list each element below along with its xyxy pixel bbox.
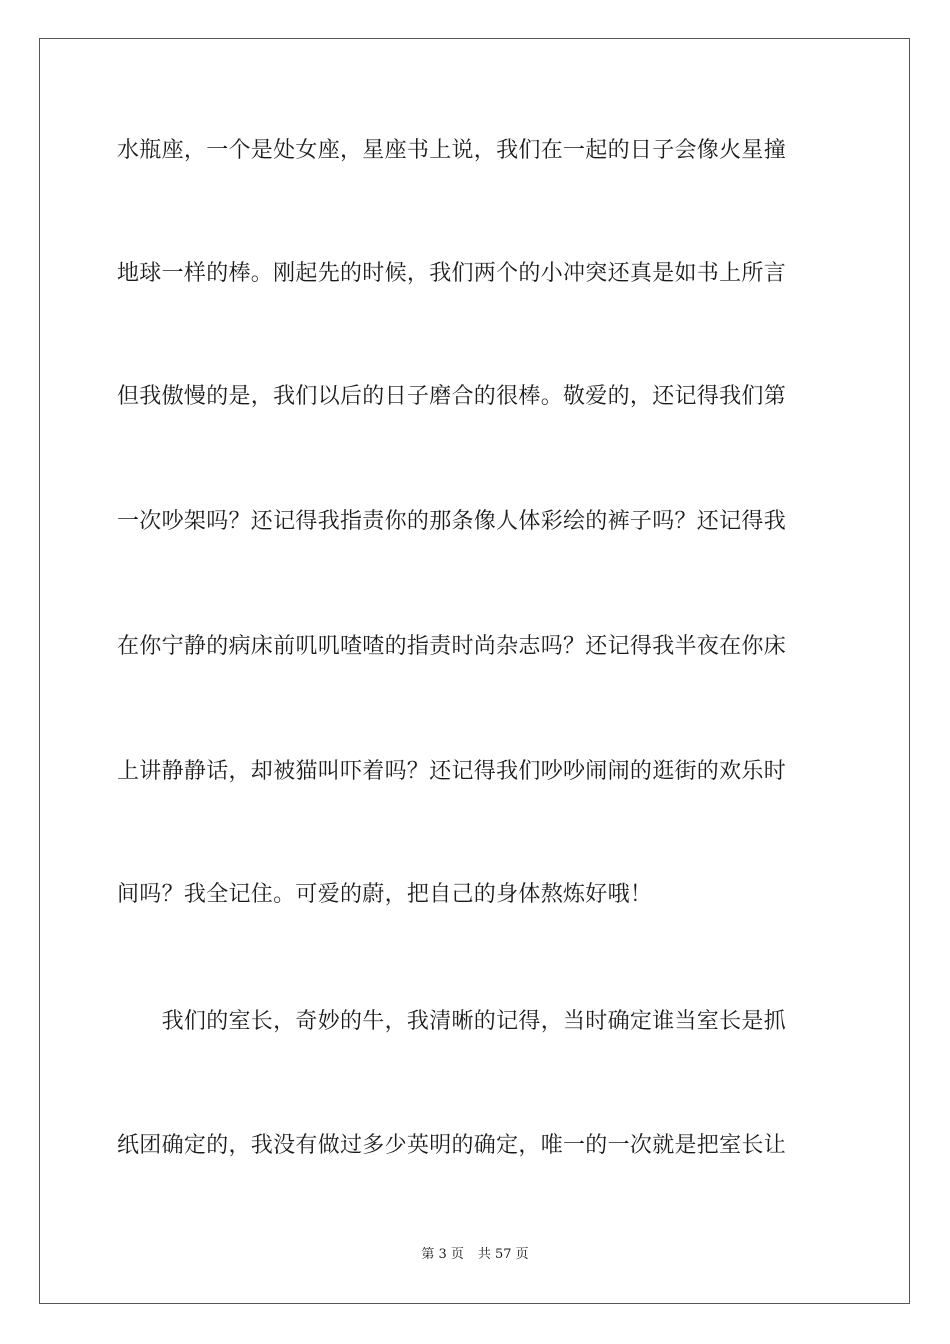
body-text-line: 但我傲慢的是，我们以后的日子磨合的很棒。敬爱的，还记得我们第 [117,384,787,409]
body-text-line: 我们的室长，奇妙的牛，我清晰的记得，当时确定谁当室长是抓 [117,1009,787,1034]
body-text-line: 一次吵架吗？还记得我指责你的那条像人体彩绘的裤子吗？还记得我 [117,509,787,534]
page-number: 第 3 页 [421,1247,464,1262]
body-text-line: 在你宁静的病床前叽叽喳喳的指责时尚杂志吗？还记得我半夜在你床 [117,634,787,659]
page-footer [0,1246,950,1264]
body-text-line: 上讲静静话，却被猫叫吓着吗？还记得我们吵吵闹闹的逛街的欢乐时 [117,759,787,784]
body-text-line: 水瓶座，一个是处女座，星座书上说，我们在一起的日子会像火星撞 [117,138,787,163]
body-text-line: 间吗？我全记住。可爱的蔚，把自己的身体熬炼好哦！ [117,882,653,907]
page-border [39,38,910,1304]
body-text-line: 纸团确定的，我没有做过多少英明的确定，唯一的一次就是把室长让 [117,1133,787,1158]
page-total: 共 57 页 [477,1247,529,1262]
body-text-line: 地球一样的棒。刚起先的时候，我们两个的小冲突还真是如书上所言 [117,261,787,286]
